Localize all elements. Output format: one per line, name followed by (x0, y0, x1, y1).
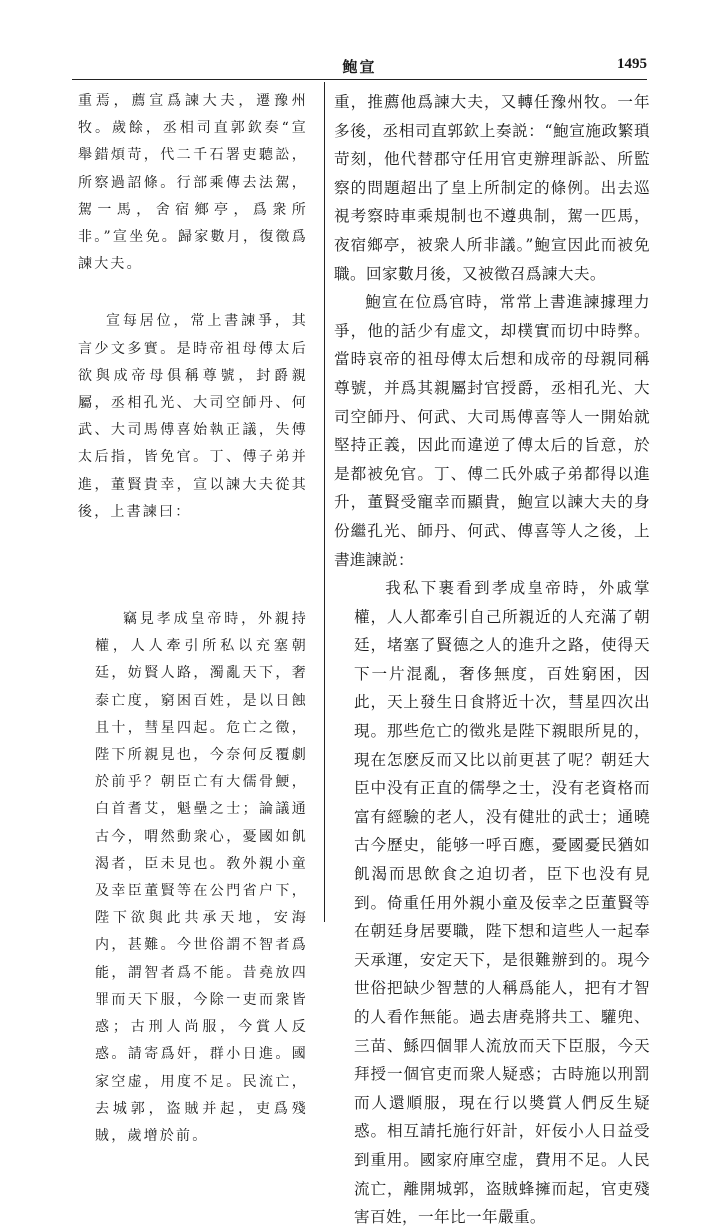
classical-memorial-quote (78, 606, 308, 1150)
running-title: 鲍宣 (342, 58, 377, 76)
classical-paragraph-2: 宣每居位，常上書諫爭，其言少文多實。是時帝祖母傅太后欲與成帝母俱稱尊號，封爵親屬，丞相孔光、大司空師丹、何武、大司馬傅喜始執正議，失傅太后指，皆免官。丁、傅子弟并進，董賢貴幸，宣以諫大夫從其後，上書諫曰： (78, 313, 308, 520)
classical-text-column (78, 88, 308, 1150)
classical-quote-text: 竊見孝成皇帝時，外親持權，人人牽引所私以充塞朝廷，妨賢人路，濁亂天下，奢泰亡度，窮困百姓，是以日蝕且十，彗星四起。危亡之徵，陛下所親見也，今奈何反覆劇於前乎？朝臣亡有大儒骨鯁，白首耆艾，魁壘之士；論議通古今，喟然動衆心，憂國如飢渴者，臣未見也。敎外親小童及幸臣董賢等在公門省户下，陛下欲與此共承天地，安海内，甚難。今世俗謂不智者爲能，謂智者爲不能。昔堯放四罪而天下服，今除一吏而衆皆惑；古刑人尚服，今賞人反惑。請寄爲奸，群小日進。國家空虚，用度不足。民流亡，去城郭，盗賊并起，吏爲殘賊，歲增於前。 (95, 611, 308, 1144)
translation-column (334, 88, 650, 1232)
translation-memorial-quote (334, 574, 650, 1232)
column-divider (324, 82, 325, 922)
page-number: 1495 (617, 56, 647, 72)
header-rule (72, 79, 647, 80)
translation-quote-text: 我私下裹看到孝成皇帝時，外戚掌權，人人都牽引自己所親近的人充滿了朝廷，堵塞了賢德之人的進升之路，使得天下一片混亂，奢侈無度，百姓窮困，因此，天上發生日食將近十次，彗星四次出現。那些危亡的徵兆是陛下親眼所見的，現在怎麽反而又比以前更甚了呢？朝廷大臣中没有正直的儒學之士，没有老資格而富有經驗的老人，没有健壯的武士；通曉古今歷史，能够一呼百應，憂國憂民猶如飢渴而思飲食之迫切者，臣下也没有見到。倚重任用外親小童及佞幸之臣董賢等在朝廷身居要職，陛下想和這些人一起奉天承運，安定天下，是很難辦到的。現今世俗把缺少智慧的人稱爲能人，把有才智的人看作無能。過去唐堯將共工、驩兜、三苗、鯀四個罪人流放而天下臣服，今天拜授一個官吏而衆人疑惑；古時施以刑罰而人還順服，現在行以奬賞人們反生疑惑。相互請托施行奸計，奸佞小人日益受到重用。國家府庫空虚，費用不足。人民流亡，離開城郭，盗賊蜂擁而起，官吏殘害百姓，一年比一年嚴重。 (354, 579, 650, 1227)
translation-paragraph-2: 鮑宣在位爲官時，常常上書進諫據理力爭，他的話少有虚文，却樸實而切中時弊。當時哀帝的祖母傅太后想和成帝的母親同稱尊號，并爲其親屬封官授爵，丞相孔光、大司空師丹、何武、大司馬傅喜等人一開始就堅持正義，因此而違逆了傅太后的旨意，於是都被免官。丁、傅二氏外戚子弟都得以進升，董賢受寵幸而顯貴，鮑宣以諫大夫的身份繼孔光、師丹、何武、傅喜等人之後，上書進諫説： (334, 293, 650, 569)
page-header (72, 52, 647, 80)
classical-paragraph-1: 重焉，薦宣爲諫大夫，遷豫州牧。歲餘，丞相司直郭欽奏“宣舉錯煩苛，代二千石署吏聽訟，所察過詔條。行部乘傳去法駕，駕一馬，舍宿鄉亭，爲衆所非。”宣坐免。歸家數月，復徵爲諫大夫。 (78, 93, 308, 273)
translation-paragraph-1: 重，推薦他爲諫大夫，又轉任豫州牧。一年多後，丞相司直郭欽上奏説：“鮑宣施政繁瑣苛刻，他代替郡守任用官吏辦理訴訟、所監察的問題超出了皇上所制定的條例。出去巡視考察時車乘規制也不遵典制，駕一匹馬，夜宿鄉亭，被衆人所非議。”鮑宣因此而被免職。回家數月後，又被徵召爲諫大夫。 (334, 93, 650, 283)
